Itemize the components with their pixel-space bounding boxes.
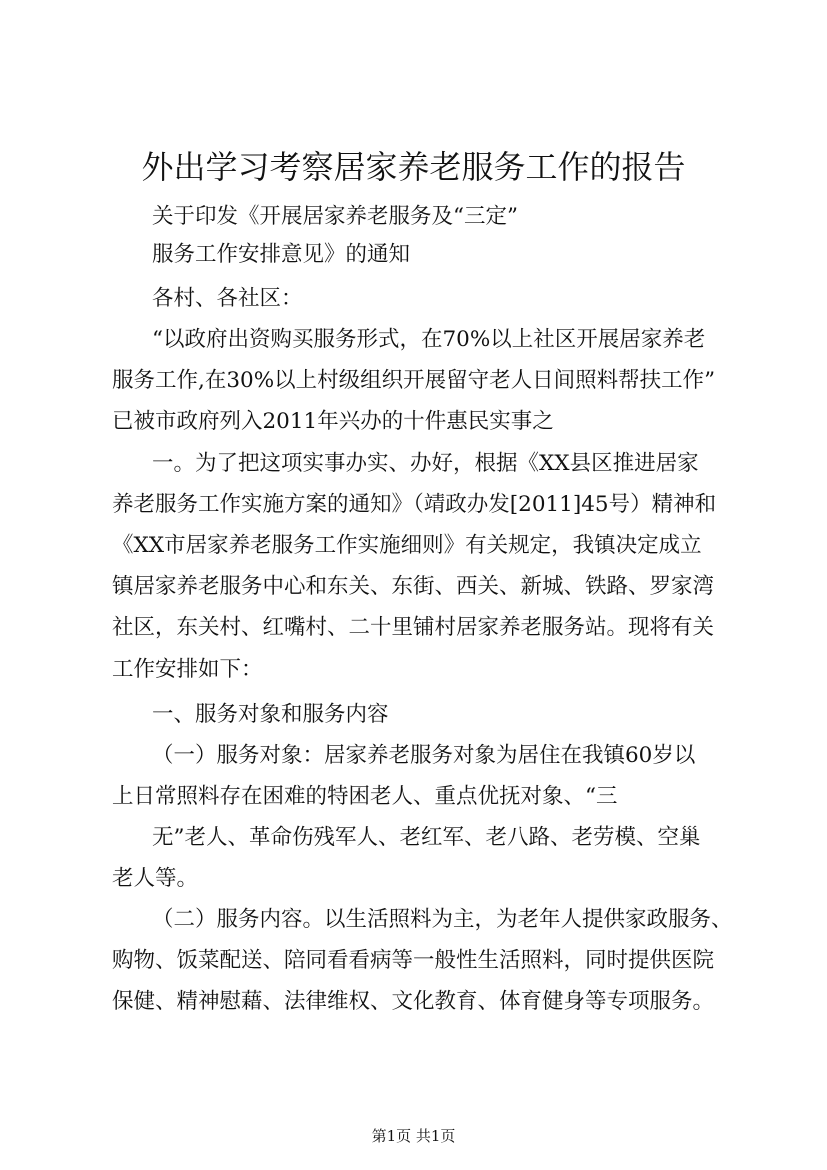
body-line-10: 镇居家养老服务中心和东关、东街、西关、新城、铁路、罗家湾 — [112, 574, 715, 599]
body-line-3: 各村、各社区： — [152, 286, 303, 311]
body-line-8: 养老服务工作实施方案的通知》（靖政办发[2011]45号）精神和 — [112, 492, 717, 517]
body-line-7: 一。为了把这项实事办实、办好，根据《XX县区推进居家 — [152, 451, 699, 476]
page-footer: 第1页 共1页 — [371, 1127, 456, 1145]
body-line-19: 购物、饭菜配送、陪同看看病等一般性生活照料，同时提供医院 — [112, 948, 715, 973]
body-line-4: “以政府出资购买服务形式，在70%以上社区开展居家养老 — [152, 327, 706, 352]
body-line-1: 关于印发《开展居家养老服务及“三定” — [152, 204, 518, 229]
body-line-20: 保健、精神慰藉、法律维权、文化教育、体育健身等专项服务。 — [112, 989, 715, 1014]
body-line-17: 老人等。 — [112, 866, 199, 891]
document-title: 外出学习考察居家养老服务工作的报告 — [141, 148, 686, 186]
body-line-16: 无”老人、革命伤残军人、老红军、老八路、老劳模、空巢 — [152, 825, 701, 850]
body-line-2: 服务工作安排意见》的通知 — [152, 242, 411, 267]
body-line-15: 上日常照料存在困难的特困老人、重点优抚对象、“三 — [112, 784, 618, 809]
body-line-9: 《XX市居家养老服务工作实施细则》有关规定，我镇决定成立 — [112, 533, 702, 558]
body-line-11: 社区，东关村、红嘴村、二十里铺村居家养老服务站。现将有关 — [112, 615, 715, 640]
body-line-6: 已被市政府列入2011年兴办的十件惠民实事之 — [112, 409, 554, 434]
body-line-5: 服务工作,在30%以上村级组织开展留守老人日间照料帮扶工作” — [112, 368, 716, 393]
body-line-12: 工作安排如下： — [112, 657, 263, 682]
body-line-14: （一）服务对象：居家养老服务对象为居住在我镇60岁以 — [152, 743, 696, 768]
body-line-13: 一、服务对象和服务内容 — [152, 702, 389, 727]
body-line-18: （二）服务内容。以生活照料为主，为老年人提供家政服务、 — [152, 907, 733, 932]
